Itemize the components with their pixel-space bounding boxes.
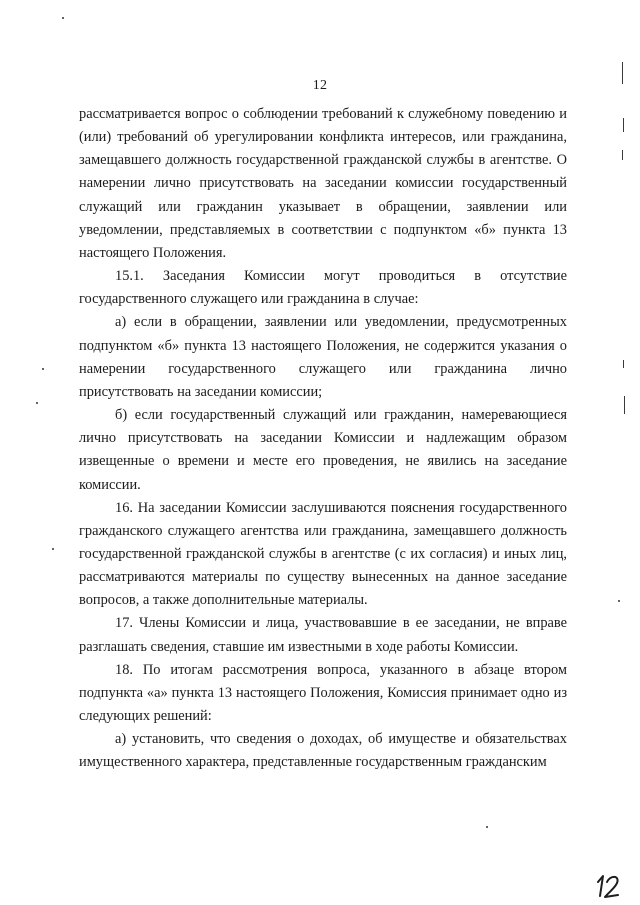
paragraph-15-1: 15.1. Заседания Комиссии могут проводиться в отсутствие государственного служащего или гражданина в случае: — [79, 268, 567, 308]
paragraph-17: 17. Члены Комиссии и лица, участвовавшие в ее заседании, не вправе разглашать сведения, ставшие им известными в ходе работы Комиссии. — [79, 615, 567, 655]
scan-edge-mark — [623, 118, 624, 132]
scan-speck — [62, 17, 64, 19]
paragraph-continuation: рассматривается вопрос о соблюдении требований к служебному поведению и (или) требований об урегулировании конфликта интересов, или гражданина, замещавшего должность государственной гражданской службы в агентстве. О намерении лично присутствовать на заседании комиссии государственный служащий или гражданин указывает в обращении, заявлении или уведомлении, представляемых в соответствии с подпунктом «б» пункта 13 настоящего Положения. — [79, 106, 567, 261]
scan-speck — [52, 548, 54, 550]
scan-edge-mark — [624, 396, 625, 414]
paragraph-18-a: а) установить, что сведения о доходах, об имуществе и обязательствах имущественного характера, представленные государственным гражданским — [79, 731, 567, 771]
scan-speck — [42, 368, 44, 370]
scan-speck — [618, 600, 620, 602]
paragraph-15-1-a: а) если в обращении, заявлении или уведомлении, предусмотренных подпунктом «б» пункта 13 настоящего Положения, не содержится указания о намерении государственного служащего или гражданина лично присутствовать на заседании комиссии; — [79, 314, 567, 400]
page-number: 12 — [312, 78, 328, 93]
paragraph-16: 16. На заседании Комиссии заслушиваются пояснения государственного гражданского служащего агентства или гражданина, замещавшего должность государственной гражданской службы в агентстве (с их согласия) и иных лиц, рассматриваются материалы по существу вынесенных на данное заседание вопросов, а также дополнительные материалы. — [79, 499, 567, 609]
scan-edge-mark — [622, 62, 623, 84]
handwritten-page-number — [592, 872, 626, 900]
scan-speck — [486, 826, 488, 828]
paragraph-18: 18. По итогам рассмотрения вопроса, указанного в абзаце втором подпункта «а» пункта 13 настоящего Положения, Комиссия принимает одно из следующих решений: — [79, 661, 567, 725]
scan-edge-mark — [622, 150, 623, 160]
paragraph-15-1-b: б) если государственный служащий или гражданин, намеревающиеся лично присутствовать на заседании Комиссии и надлежащим образом извещенные о времени и месте его проведения, не явились на заседание комиссии. — [79, 407, 567, 493]
scan-speck — [36, 402, 38, 404]
document-body — [79, 103, 567, 775]
scan-edge-mark — [623, 360, 624, 368]
